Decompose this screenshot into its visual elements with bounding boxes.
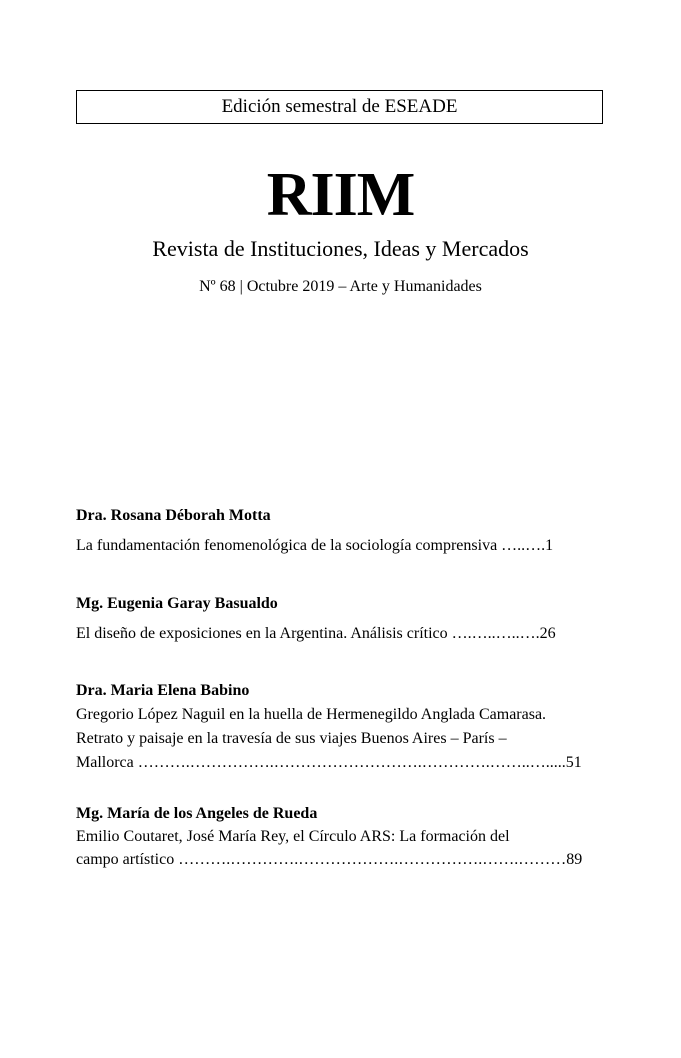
edition-banner [76,90,603,124]
toc-article-title: Mallorca ……….…………….……………………….………….……..….....51 [76,754,582,771]
toc-entry [76,505,606,556]
toc-entry [76,593,606,644]
toc-article-title: campo artístico ……….………….……………….…………….…….………89 [76,851,583,868]
journal-title: RIIM [266,161,415,229]
toc-author: Dra. Maria Elena Babino [76,682,250,699]
toc-author: Dra. Rosana Déborah Motta [76,507,271,524]
toc-entry [76,803,606,870]
edition-text: Edición semestral de ESEADE [221,96,458,117]
toc-article-title: La fundamentación fenomenológica de la sociología comprensiva …..….1 [76,537,554,554]
toc-entry [76,680,606,773]
journal-subtitle: Revista de Instituciones, Ideas y Mercados [152,236,529,261]
toc-article-title: Emilio Coutaret, José María Rey, el Círculo ARS: La formación del [76,828,510,845]
issue-info: Nº 68 | Octubre 2019 – Arte y Humanidades [199,278,482,295]
toc-article-title: Gregorio López Naguil en la huella de Hermenegildo Anglada Camarasa. [76,706,547,723]
toc-author: Mg. Eugenia Garay Basualdo [76,595,278,612]
toc-article-title: Retrato y paisaje en la travesía de sus viajes Buenos Aires – París – [76,730,507,747]
toc-article-title: El diseño de exposiciones en la Argentina. Análisis crítico ….…..…..….26 [76,625,556,642]
toc-author: Mg. María de los Angeles de Rueda [76,805,318,822]
